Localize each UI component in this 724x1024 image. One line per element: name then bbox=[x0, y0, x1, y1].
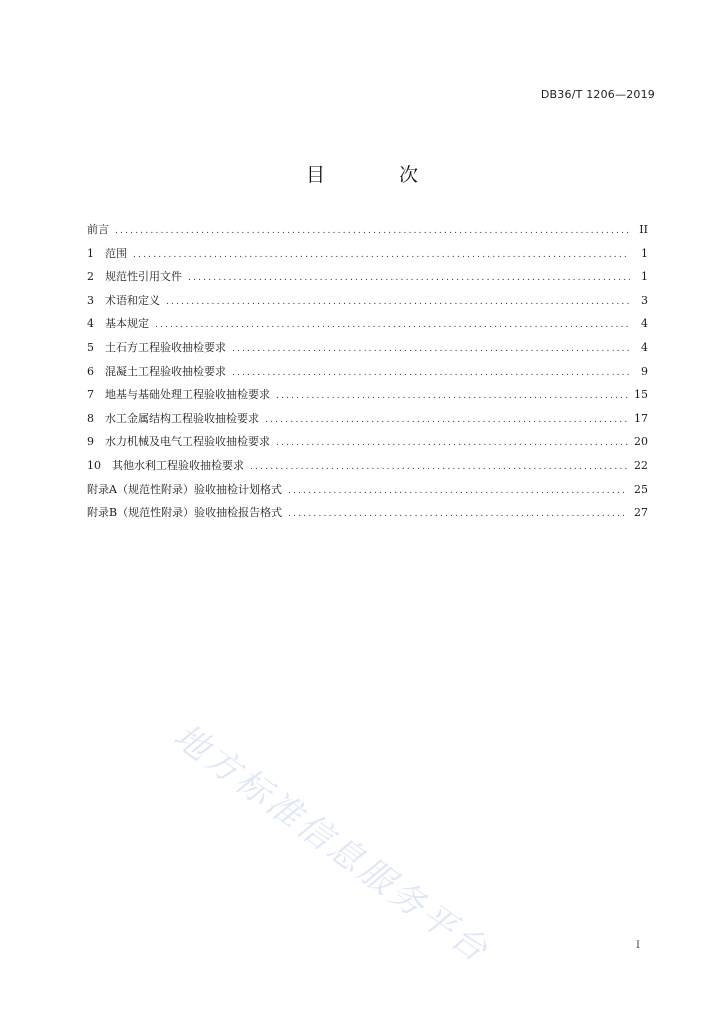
toc-entry-number: 2 bbox=[87, 270, 94, 284]
toc-entry-2[interactable] bbox=[87, 265, 648, 289]
toc-leader-dots bbox=[115, 220, 630, 244]
toc-entry-page: II bbox=[639, 223, 648, 236]
toc-entry-page: 4 bbox=[641, 340, 648, 354]
toc-entry-text: 地基与基础处理工程验收抽检要求 bbox=[105, 388, 270, 402]
toc-entry-appendix-a[interactable] bbox=[87, 478, 648, 502]
toc-entry-10[interactable] bbox=[87, 454, 648, 478]
toc-entry-text: 附录A（规范性附录）验收抽检计划格式 bbox=[87, 482, 282, 496]
toc-entry-6[interactable] bbox=[87, 360, 648, 384]
toc-leader-dots bbox=[188, 267, 630, 291]
toc-entry-7[interactable] bbox=[87, 383, 648, 407]
toc-entry-page: 15 bbox=[634, 388, 648, 402]
toc-entry-text: 水工金属结构工程验收抽检要求 bbox=[105, 411, 259, 425]
toc-entry-5[interactable] bbox=[87, 336, 648, 360]
toc-entry-text: 混凝土工程验收抽检要求 bbox=[105, 364, 226, 378]
toc-entry-page: 20 bbox=[634, 435, 648, 449]
toc-entry-page: 4 bbox=[641, 317, 648, 331]
toc-entry-page: 17 bbox=[634, 411, 648, 425]
toc-entry-9[interactable] bbox=[87, 430, 648, 454]
toc-leader-dots bbox=[276, 385, 628, 409]
toc-entry-4[interactable] bbox=[87, 312, 648, 336]
toc-entry-text: 基本规定 bbox=[105, 317, 149, 331]
toc-leader-dots bbox=[276, 432, 628, 456]
toc-entry-text: 土石方工程验收抽检要求 bbox=[105, 340, 226, 354]
toc-entry-number: 10 bbox=[87, 458, 101, 472]
toc-entry-text: 水力机械及电气工程验收抽检要求 bbox=[105, 435, 270, 449]
toc-entry-number: 5 bbox=[87, 340, 94, 354]
toc-leader-dots bbox=[288, 480, 628, 504]
toc-entry-text: 范围 bbox=[105, 246, 127, 260]
toc-entry-8[interactable] bbox=[87, 407, 648, 431]
toc-entry-number: 1 bbox=[87, 246, 94, 260]
toc-leader-dots bbox=[288, 503, 628, 527]
toc-entry-page: 1 bbox=[641, 270, 648, 284]
toc-entry-number: 8 bbox=[87, 411, 94, 425]
standard-code: DB36/T 1206—2019 bbox=[540, 88, 655, 101]
toc-title: 目 次 bbox=[305, 164, 453, 186]
toc-entry-1[interactable] bbox=[87, 242, 648, 266]
toc-entry-page: 25 bbox=[634, 482, 648, 496]
toc-entry-text: 附录B（规范性附录）验收抽检报告格式 bbox=[87, 506, 283, 520]
toc-leader-dots bbox=[265, 409, 628, 433]
toc-entry-page: 22 bbox=[634, 458, 648, 472]
toc-entry-text: 前言 bbox=[87, 223, 109, 236]
toc-entry-text: 术语和定义 bbox=[105, 293, 160, 307]
toc-leader-dots bbox=[133, 244, 630, 268]
toc-entry-appendix-b[interactable] bbox=[87, 501, 648, 525]
toc-leader-dots bbox=[232, 338, 630, 362]
toc-entry-number: 9 bbox=[87, 435, 94, 449]
toc-entry-text: 规范性引用文件 bbox=[105, 270, 182, 284]
toc-entry-number: 7 bbox=[87, 388, 94, 402]
toc-leader-dots bbox=[166, 291, 630, 315]
toc-entry-number: 4 bbox=[87, 317, 94, 331]
toc-entry-number: 3 bbox=[87, 293, 94, 307]
toc-entry-foreword[interactable] bbox=[87, 218, 648, 242]
toc-entry-text: 其他水利工程验收抽检要求 bbox=[112, 458, 244, 472]
toc-entry-page: 27 bbox=[634, 506, 648, 520]
watermark: 地方标准信息服务平台 bbox=[166, 716, 498, 972]
toc-entry-number: 6 bbox=[87, 364, 94, 378]
page-number: I bbox=[636, 940, 640, 951]
toc-leader-dots bbox=[232, 362, 630, 386]
toc-entry-3[interactable] bbox=[87, 289, 648, 313]
toc-entry-page: 3 bbox=[641, 293, 648, 307]
toc-leader-dots bbox=[250, 456, 628, 480]
toc-leader-dots bbox=[155, 314, 630, 338]
toc-entry-page: 1 bbox=[641, 246, 648, 260]
toc-entry-page: 9 bbox=[641, 364, 648, 378]
table-of-contents bbox=[87, 218, 648, 525]
